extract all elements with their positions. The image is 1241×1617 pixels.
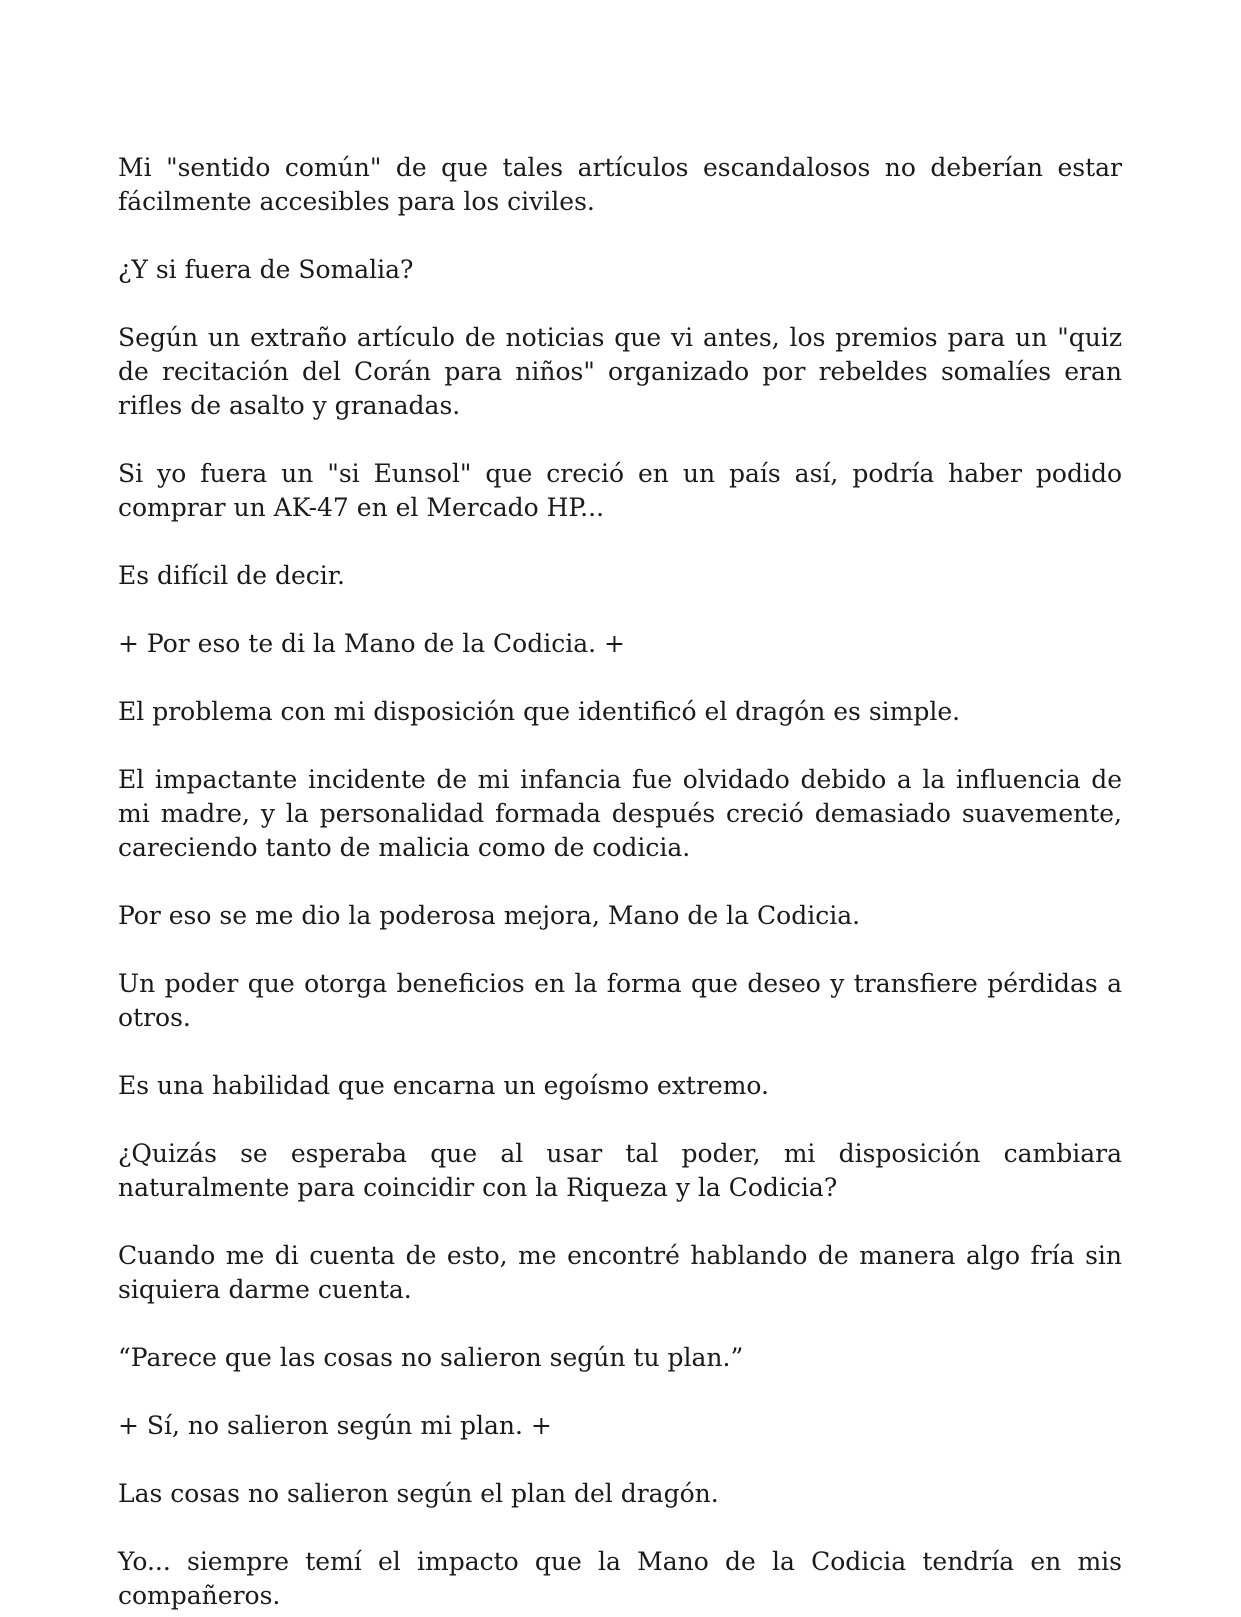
paragraph: ¿Quizás se esperaba que al usar tal poder, mi disposición cambiara naturalmente para coincidir con la Riqueza y la Codicia? [118, 1139, 1122, 1202]
paragraph: ¿Y si fuera de Somalia? [118, 255, 414, 284]
paragraph: El impactante incidente de mi infancia fue olvidado debido a la influencia de mi madre, y la personalidad formada después creció demasiado suavemente, careciendo tanto de malicia como de codicia. [118, 765, 1122, 862]
paragraph: Es una habilidad que encarna un egoísmo extremo. [118, 1071, 769, 1100]
paragraph: Un poder que otorga beneficios en la forma que deseo y transfiere pérdidas a otros. [118, 969, 1122, 1032]
paragraph: + Por eso te di la Mano de la Codicia. + [118, 629, 625, 658]
paragraph: Por eso se me dio la poderosa mejora, Mano de la Codicia. [118, 901, 861, 930]
paragraph: Cuando me di cuenta de esto, me encontré hablando de manera algo fría sin siquiera darme cuenta. [118, 1241, 1122, 1304]
paragraph: Las cosas no salieron según el plan del dragón. [118, 1479, 719, 1508]
paragraph: “Parece que las cosas no salieron según tu plan.” [118, 1343, 744, 1372]
paragraph: Si yo fuera un "si Eunsol" que creció en un país así, podría haber podido comprar un AK-47 en el Mercado HP... [118, 459, 1122, 522]
paragraph: Mi "sentido común" de que tales artículos escandalosos no deberían estar fácilmente accesibles para los civiles. [118, 153, 1122, 216]
document-body [118, 151, 1122, 1617]
paragraph: Es difícil de decir. [118, 561, 345, 590]
paragraph: El problema con mi disposición que identificó el dragón es simple. [118, 697, 961, 726]
paragraph: Según un extraño artículo de noticias que vi antes, los premios para un "quiz de recitación del Corán para niños" organizado por rebeldes somalíes eran rifles de asalto y granadas. [118, 323, 1122, 420]
paragraph: Yo... siempre temí el impacto que la Mano de la Codicia tendría en mis compañeros. [118, 1547, 1122, 1610]
paragraph: + Sí, no salieron según mi plan. + [118, 1411, 552, 1440]
